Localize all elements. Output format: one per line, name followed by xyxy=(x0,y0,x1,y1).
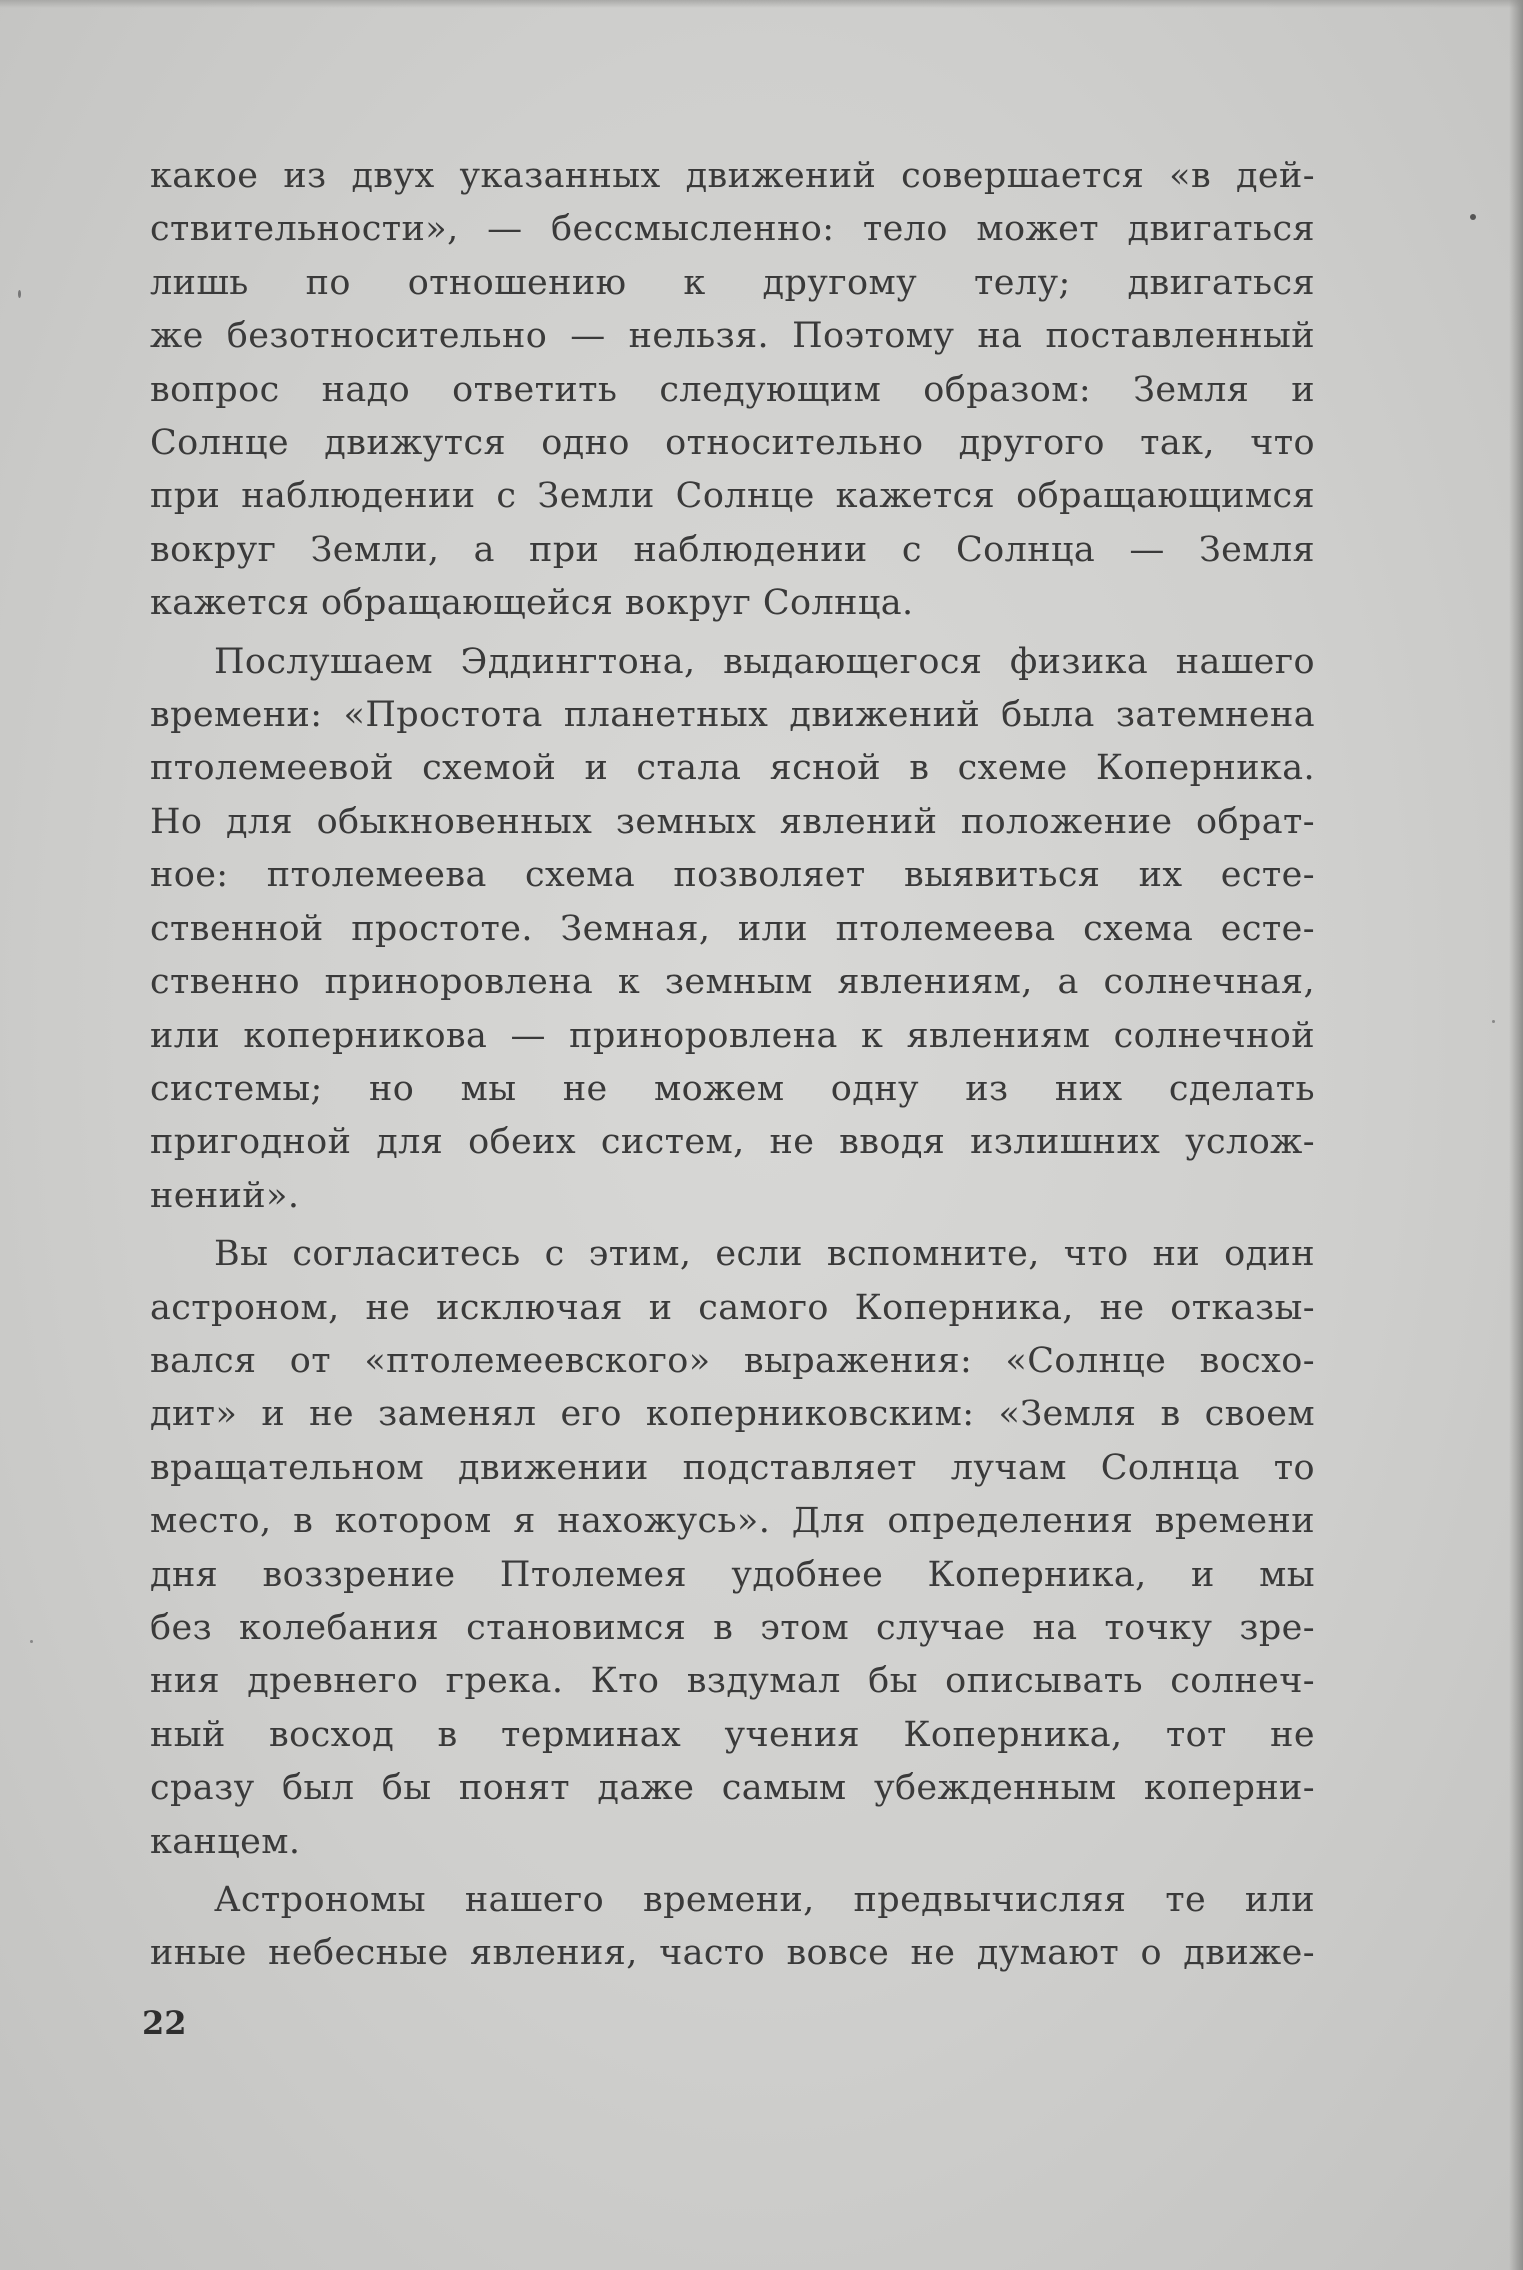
text-line: Но для обыкновенных земных явлений положение обрат- xyxy=(150,801,1315,842)
text-line: времени: «Простота планетных движений была затемнена xyxy=(150,695,1315,736)
text-line: ное: птолемеева схема позволяет выявиться их есте- xyxy=(150,855,1315,896)
page-top-edge xyxy=(0,0,1523,8)
page-right-edge xyxy=(1509,0,1523,2270)
text-line: ствительности», — бессмысленно: тело может двигаться xyxy=(150,209,1315,250)
text-line: Вы согласитесь с этим, если вспомните, что ни один xyxy=(214,1234,1315,1275)
text-line: птолемеевой схемой и стала ясной в схеме Коперника. xyxy=(150,748,1315,789)
text-line: астроном, не исключая и самого Коперника, не отказы- xyxy=(150,1287,1315,1328)
text-line: ния древнего грека. Кто вздумал бы описывать солнеч- xyxy=(150,1661,1315,1702)
text-line: дня воззрение Птолемея удобнее Коперника, и мы xyxy=(150,1554,1315,1595)
text-line: системы; но мы не можем одну из них сделать xyxy=(150,1068,1315,1109)
text-line: ственно приноровлена к земным явлениям, а солнечная, xyxy=(150,962,1315,1003)
paper-speck xyxy=(1492,1020,1495,1023)
text-line: при наблюдении с Земли Солнце кажется обращающимся xyxy=(150,476,1315,517)
text-line: вопрос надо ответить следующим образом: Земля и xyxy=(150,369,1315,410)
page-number: 22 xyxy=(142,2004,187,2042)
text-line: дит» и не заменял его коперниковским: «Земля в своем xyxy=(150,1394,1315,1435)
body-text xyxy=(150,150,1315,1981)
text-line: какое из двух указанных движений совершается «в дей- xyxy=(150,156,1315,196)
text-line: Астрономы нашего времени, предвычисляя те или xyxy=(214,1880,1315,1920)
paper-speck xyxy=(30,1640,33,1643)
text-line: же безотносительно — нельзя. Поэтому на поставленный xyxy=(150,316,1315,357)
paper-speck xyxy=(18,290,21,298)
text-line: без колебания становимся в этом случае на точку зре- xyxy=(150,1607,1315,1648)
text-line: лишь по отношению к другому телу; двигаться xyxy=(150,262,1315,303)
text-line: ный восход в терминах учения Коперника, тот не xyxy=(150,1714,1315,1755)
text-line: Послушаем Эддингтона, выдающегося физика нашего xyxy=(214,641,1315,682)
text-line: кажется обращающейся вокруг Солнца. xyxy=(150,583,914,624)
text-line: канцем. xyxy=(150,1821,301,1862)
text-line: ственной простоте. Земная, или птолемеева схема есте- xyxy=(150,908,1315,949)
text-line: пригодной для обеих систем, не вводя излишних услож- xyxy=(150,1122,1315,1163)
paper-speck xyxy=(1470,214,1476,220)
text-line: вался от «птолемеевского» выражения: «Солнце восхо- xyxy=(150,1340,1315,1381)
text-line: вокруг Земли, а при наблюдении с Солнца — Земля xyxy=(150,529,1315,570)
text-line: или коперникова — приноровлена к явлениям солнечной xyxy=(150,1015,1315,1056)
text-line: сразу был бы понят даже самым убежденным коперни- xyxy=(150,1768,1315,1809)
text-line: иные небесные явления, часто вовсе не думают о движе- xyxy=(150,1933,1315,1974)
text-line: место, в котором я нахожусь». Для определения времени xyxy=(150,1501,1315,1542)
text-line: нений». xyxy=(150,1175,300,1216)
text-line: вращательном движении подставляет лучам Солнца то xyxy=(150,1447,1315,1488)
text-line: Солнце движутся одно относительно другого так, что xyxy=(150,423,1315,464)
